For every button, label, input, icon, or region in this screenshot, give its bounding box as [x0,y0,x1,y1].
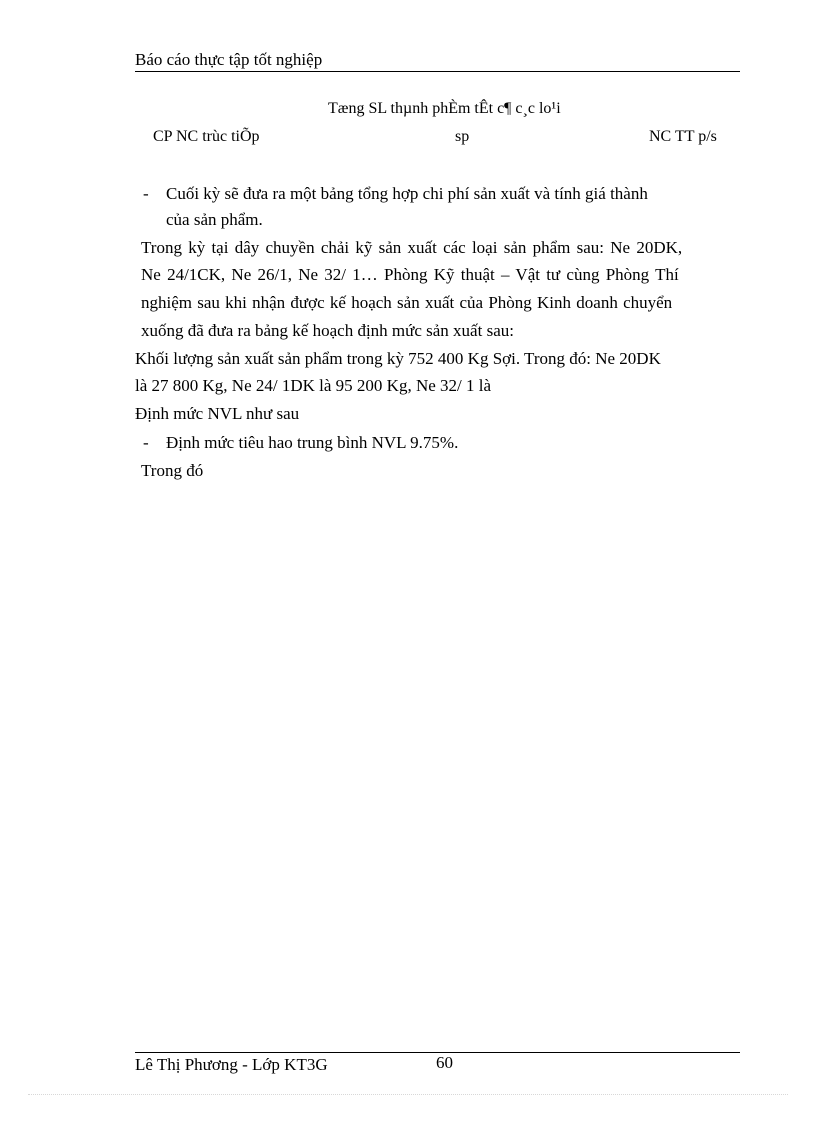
bullet-dash: - [143,184,149,203]
formula-left-term: CP NC trùc tiÕp [153,128,260,145]
paragraph-line: Khối lượng sản xuất sản phẩm trong kỳ 752 400 Kg Sợi. Trong đó: Ne 20DK [135,349,661,368]
page-number: 60 [436,1053,453,1072]
paragraph-line: nghiệm sau khi nhận được kế hoạch sản xuất của Phòng Kinh doanh chuyển [141,293,673,312]
footer-author: Lê Thị Phương - Lớp KT3G [135,1055,328,1074]
bullet-text-line: của sản phẩm. [166,210,263,229]
formula-middle-term: sp [455,128,470,145]
running-header: Báo cáo thực tập tốt nghiệp [135,50,323,69]
paragraph-line: Trong kỳ tại dây chuyền chải kỹ sản xuất các loại sản phẩm sau: Ne 20DK, [141,238,683,257]
paragraph-line: là 27 800 Kg, Ne 24/ 1DK là 95 200 Kg, Ne 32/ 1 là [135,376,492,395]
page-edge-divider [28,1094,788,1095]
paragraph-line: Ne 24/1CK, Ne 26/1, Ne 32/ 1… Phòng Kỹ thuật – Vật tư cùng Phòng Thí [141,265,679,284]
formula-right-term: NC TT p/s [649,128,717,145]
bullet-text-line: Cuối kỳ sẽ đưa ra một bảng tổng hợp chi phí sản xuất và tính giá thành [166,184,648,203]
norm-title: Định mức NVL như sau [135,404,300,423]
trong-do-label: Trong đó [141,461,204,480]
paragraph-line: xuống đã đưa ra bảng kế hoạch định mức sản xuất sau: [141,321,514,340]
header-rule [135,71,740,72]
bullet-text-line: Định mức tiêu hao trung bình NVL 9.75%. [166,433,459,452]
formula-numerator: Tæng SL thµnh phÈm tÊt c¶ c¸c lo¹i [328,100,561,117]
bullet-dash: - [143,433,149,452]
